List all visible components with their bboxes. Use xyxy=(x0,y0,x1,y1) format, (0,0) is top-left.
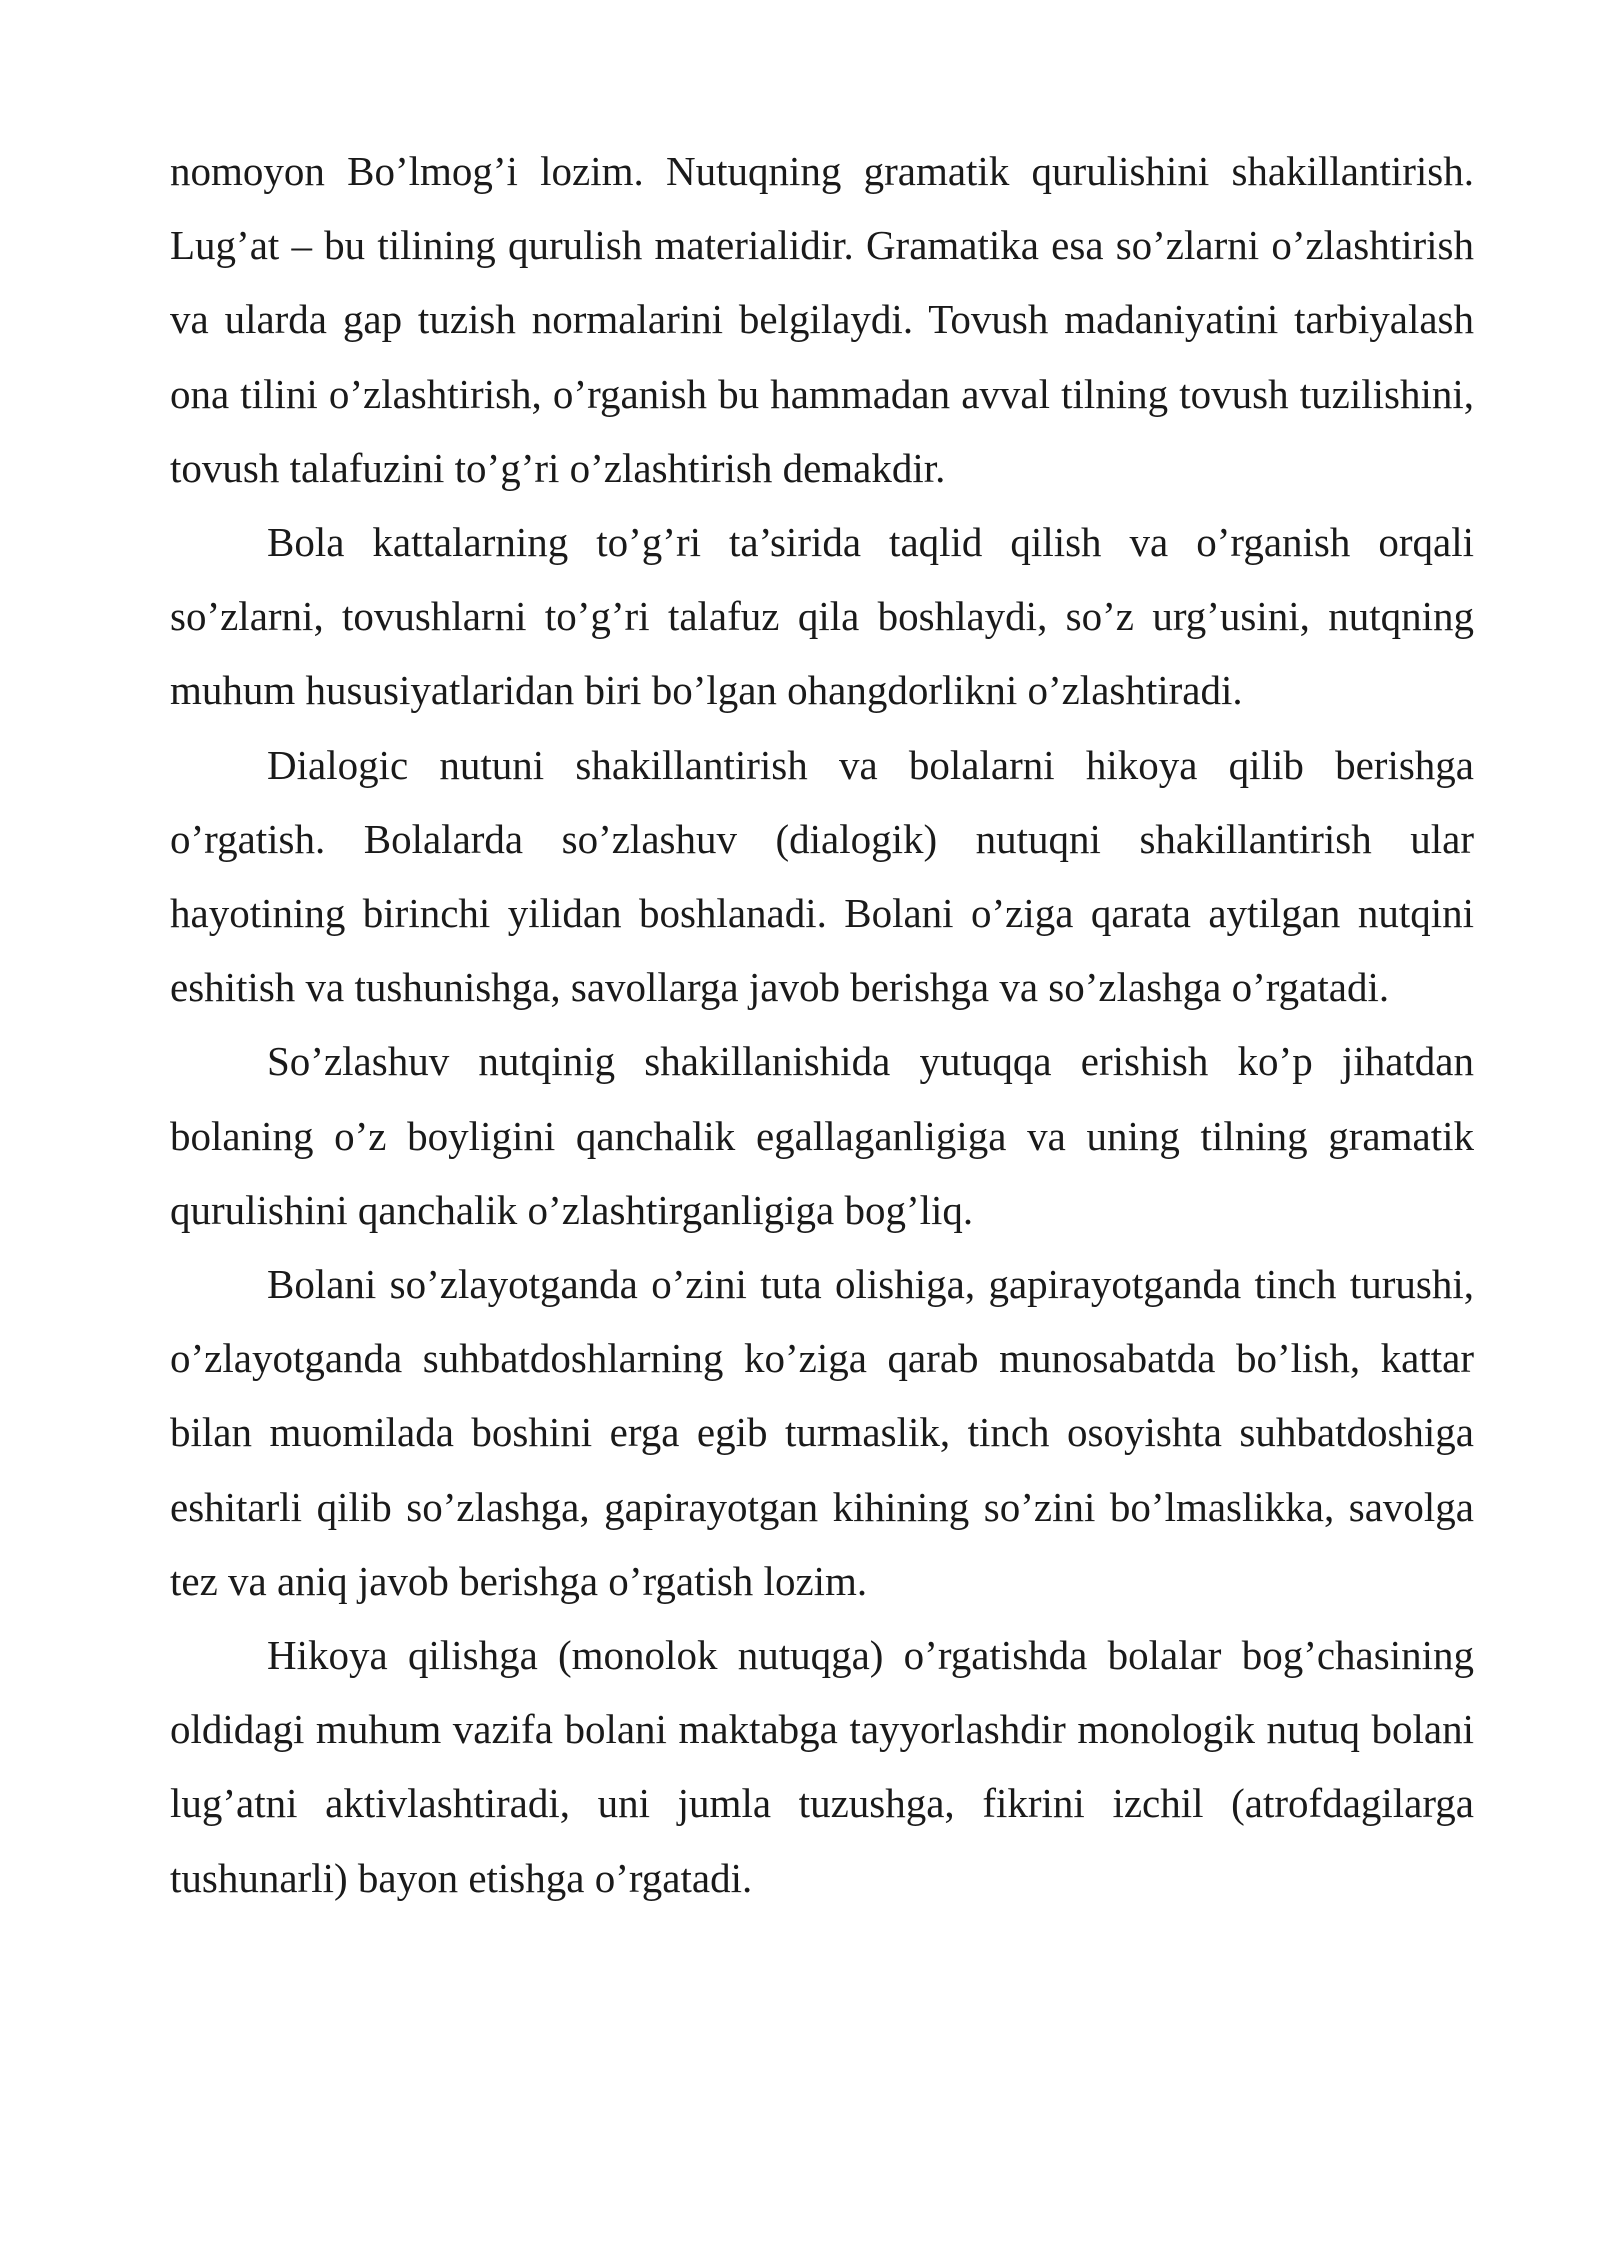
paragraph-continuation: nomoyon Bo’lmog’i lozim. Nutuqning gramatik qurulishini shakillantirish. Lug’at – bu tilining qurulish materialidir. Gramatika esa so’zlarni o’zlashtirish va ularda gap tuzish normalarini belgilaydi. Tovush madaniyatini tarbiyalash ona tilini o’zlashtirish, o’rganish bu hammadan avval tilning tovush tuzilishini, tovush talafuzini to’g’ri o’zlashtirish demakdir. xyxy=(170,148,1474,491)
paragraph-dialogic-speech: Dialogic nutuni shakillantirish va bolalarni hikoya qilib berishga o’rgatish. Bolalarda so’zlashuv (dialogik) nutuqni shakillantirish ular hayotining birinchi yilidan boshlanadi. Bolani o’ziga qarata aytilgan nutqini eshitish va tushunishga, savollarga javob berishga va so’zlashga o’rgatadi. xyxy=(170,741,1474,1011)
paragraph-monologue-teaching: Hikoya qilishga (monolok nutuqga) o’rgatishda bolalar bog’chasining oldidagi muhum vazifa bolani maktabga tayyorlashdir monologik nutuq bolani lug’atni aktivlashtiradi, uni jumla tuzushga, fikrini izchil (atrofdagilarga tushunarli) bayon etishga o’rgatadi. xyxy=(170,1632,1474,1901)
paragraph-speaking-manners: Bolani so’zlayotganda o’zini tuta olishiga, gapirayotganda tinch turushi, o’zlayotganda suhbatdoshlarning ko’ziga qarab munosabatda bo’lish, kattar bilan muomilada boshini erga egib turmaslik, tinch osoyishta suhbatdoshiga eshitarli qilib so’zlashga, gapirayotgan kihining so’zini bo’lmaslikka, savolga tez va aniq javob berishga o’rgatish lozim. xyxy=(170,1261,1474,1604)
body-text xyxy=(170,134,1474,1915)
paragraph-sound-culture: Bola kattalarning to’g’ri ta’sirida taqlid qilish va o’rganish orqali so’zlarni, tovushlarni to’g’ri talafuz qila boshlaydi, so’z urg’usini, nutqning muhum hususiyatlaridan biri bo’lgan ohangdorlikni o’zlashtiradi. xyxy=(170,519,1474,714)
paragraph-conversation-success: So’zlashuv nutqinig shakillanishida yutuqqa erishish ko’p jihatdan bolaning o’z boyligini qanchalik egallaganligiga va uning tilning gramatik qurulishini qanchalik o’zlashtirganligiga bog’liq. xyxy=(170,1038,1474,1233)
